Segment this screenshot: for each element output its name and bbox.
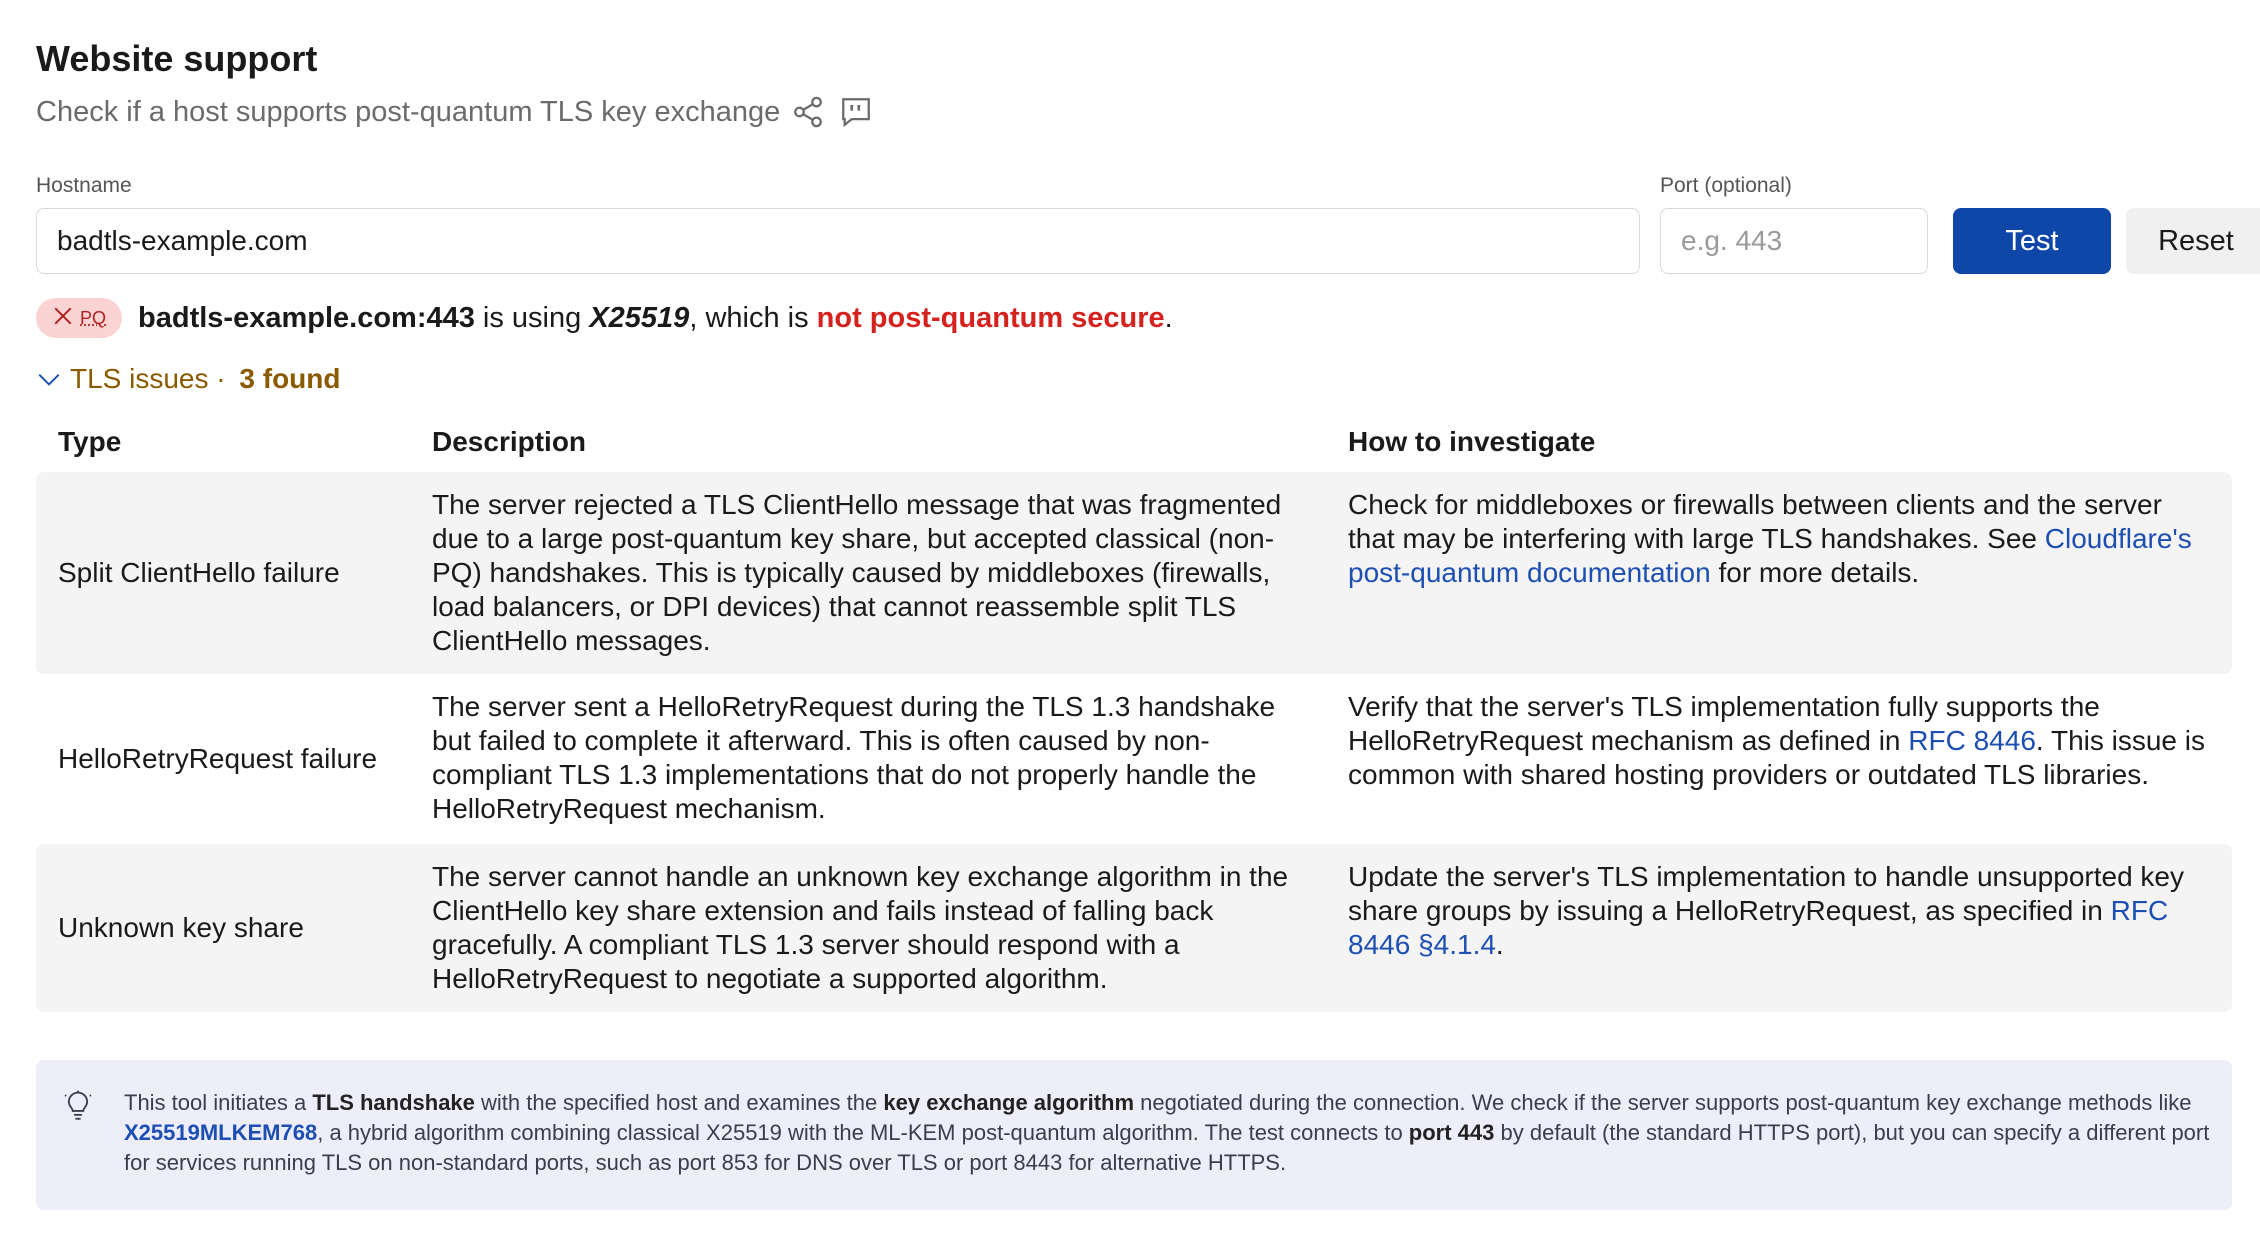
tls-issues-table (36, 414, 2232, 1012)
hostname-input[interactable]: badtls-example.com (36, 208, 1640, 274)
result-summary (36, 296, 1173, 340)
info-text-part: by default (the standard HTTPS port), but you can specify a different port for services running TLS on non-standard ports, such as port 853 for DNS over TLS or port 8443 for alternative HTTPS. (124, 1120, 2210, 1175)
issue-description: The server cannot handle an unknown key exchange algorithm in the ClientHello key share extension and fails instead of falling back gracefully. A compliant TLS 1.3 server should respond with a HelloRetryRequest to negotiate a supported algorithm. (432, 861, 1289, 994)
result-status: not post-quantum secure (816, 301, 1165, 334)
info-text-part: , a hybrid algorithm combining classical X25519 with the ML-KEM post-quantum algorithm. The test connects to (317, 1120, 1409, 1145)
info-bold-key-exchange: key exchange algorithm (883, 1090, 1135, 1115)
issue-howto (1348, 844, 2210, 978)
info-bold-port: port 443 (1408, 1120, 1495, 1145)
page-title: Website support (36, 38, 318, 79)
subtitle-row (36, 90, 876, 134)
feedback-icon[interactable] (836, 92, 876, 132)
howto-text-end: . This issue is common with shared hosting providers or outdated TLS libraries. (1348, 725, 2205, 790)
table-row (36, 844, 2232, 1012)
info-text-part: with the specified host and examines the (474, 1090, 884, 1115)
column-header-type: Type (58, 426, 122, 457)
issue-description: The server sent a HelloRetryRequest during the TLS 1.3 handshake but failed to complete it afterward. This is often caused by non-compliant TLS 1.3 implementations that do not properly handle the HelloRetryRequest mechanism. (432, 691, 1276, 824)
info-bold-tls-handshake: TLS handshake (312, 1090, 475, 1115)
howto-text-end: . (1495, 929, 1504, 960)
info-text-part: negotiated during the connection. We check if the server supports post-quantum key exchange methods like (1134, 1090, 2192, 1115)
result-text-using: is using (474, 301, 590, 334)
port-label: Port (optional) (1660, 174, 1792, 197)
issue-howto (1348, 674, 2210, 808)
table-header-row (36, 414, 2232, 472)
info-callout (36, 1060, 2232, 1210)
chevron-down-icon (36, 366, 62, 392)
issue-type: Unknown key share (58, 912, 304, 943)
tls-issues-count: 3 found (239, 363, 341, 394)
result-algorithm: X25519 (589, 301, 690, 334)
pq-status-badge (36, 298, 122, 338)
result-period: . (1164, 301, 1173, 334)
hostname-label: Hostname (36, 174, 132, 197)
howto-text: Check for middleboxes or firewalls between clients and the server that may be interfering with large TLS handshakes. See (1348, 489, 2162, 554)
howto-text: Verify that the server's TLS implementation fully supports the HelloRetryRequest mechanism as defined in (1348, 691, 2100, 756)
issue-description: The server rejected a TLS ClientHello message that was fragmented due to a large post-quantum key share, but accepted classical (non-PQ) handshakes. This is typically caused by middleboxes (firewalls, load balancers, or DPI devices) that cannot reassemble split TLS ClientHello messages. (432, 489, 1282, 656)
port-input[interactable]: e.g. 443 (1660, 208, 1928, 274)
issue-type: HelloRetryRequest failure (58, 743, 378, 774)
result-text-which: , which is (689, 301, 817, 334)
lightbulb-icon (62, 1090, 94, 1124)
reset-button[interactable]: Reset (2126, 208, 2260, 274)
table-row (36, 472, 2232, 674)
issue-howto (1348, 472, 2210, 606)
howto-text-end: for more details. (1710, 557, 1920, 588)
issue-type: Split ClientHello failure (58, 557, 340, 588)
tls-issues-toggle[interactable] (36, 358, 340, 400)
share-icon[interactable] (788, 92, 828, 132)
rfc-8446-link[interactable]: RFC 8446 (1908, 725, 2036, 756)
column-header-howto: How to investigate (1348, 426, 1596, 457)
column-header-description: Description (432, 426, 587, 457)
rfc-8446-section-link[interactable]: RFC 8446 §4.1.4 (1348, 895, 2169, 960)
tls-issues-label: TLS issues · (70, 363, 234, 394)
page-subtitle: Check if a host supports post-quantum TLS key exchange (36, 95, 781, 128)
result-host: badtls-example.com:443 (138, 301, 475, 334)
info-text (124, 1088, 2214, 1178)
howto-text: Update the server's TLS implementation to handle unsupported key share groups by issuing a HelloRetryRequest, as specified in (1348, 861, 2184, 926)
cloudflare-docs-link[interactable]: Cloudflare's post-quantum documentation (1348, 523, 2192, 588)
x25519mlkem768-link[interactable]: X25519MLKEM768 (124, 1120, 318, 1145)
test-button[interactable]: Test (1953, 208, 2111, 274)
x-icon (52, 305, 74, 332)
pq-badge-label: PQ (80, 307, 107, 328)
table-row (36, 674, 2232, 844)
info-text-part: This tool initiates a (124, 1090, 313, 1115)
